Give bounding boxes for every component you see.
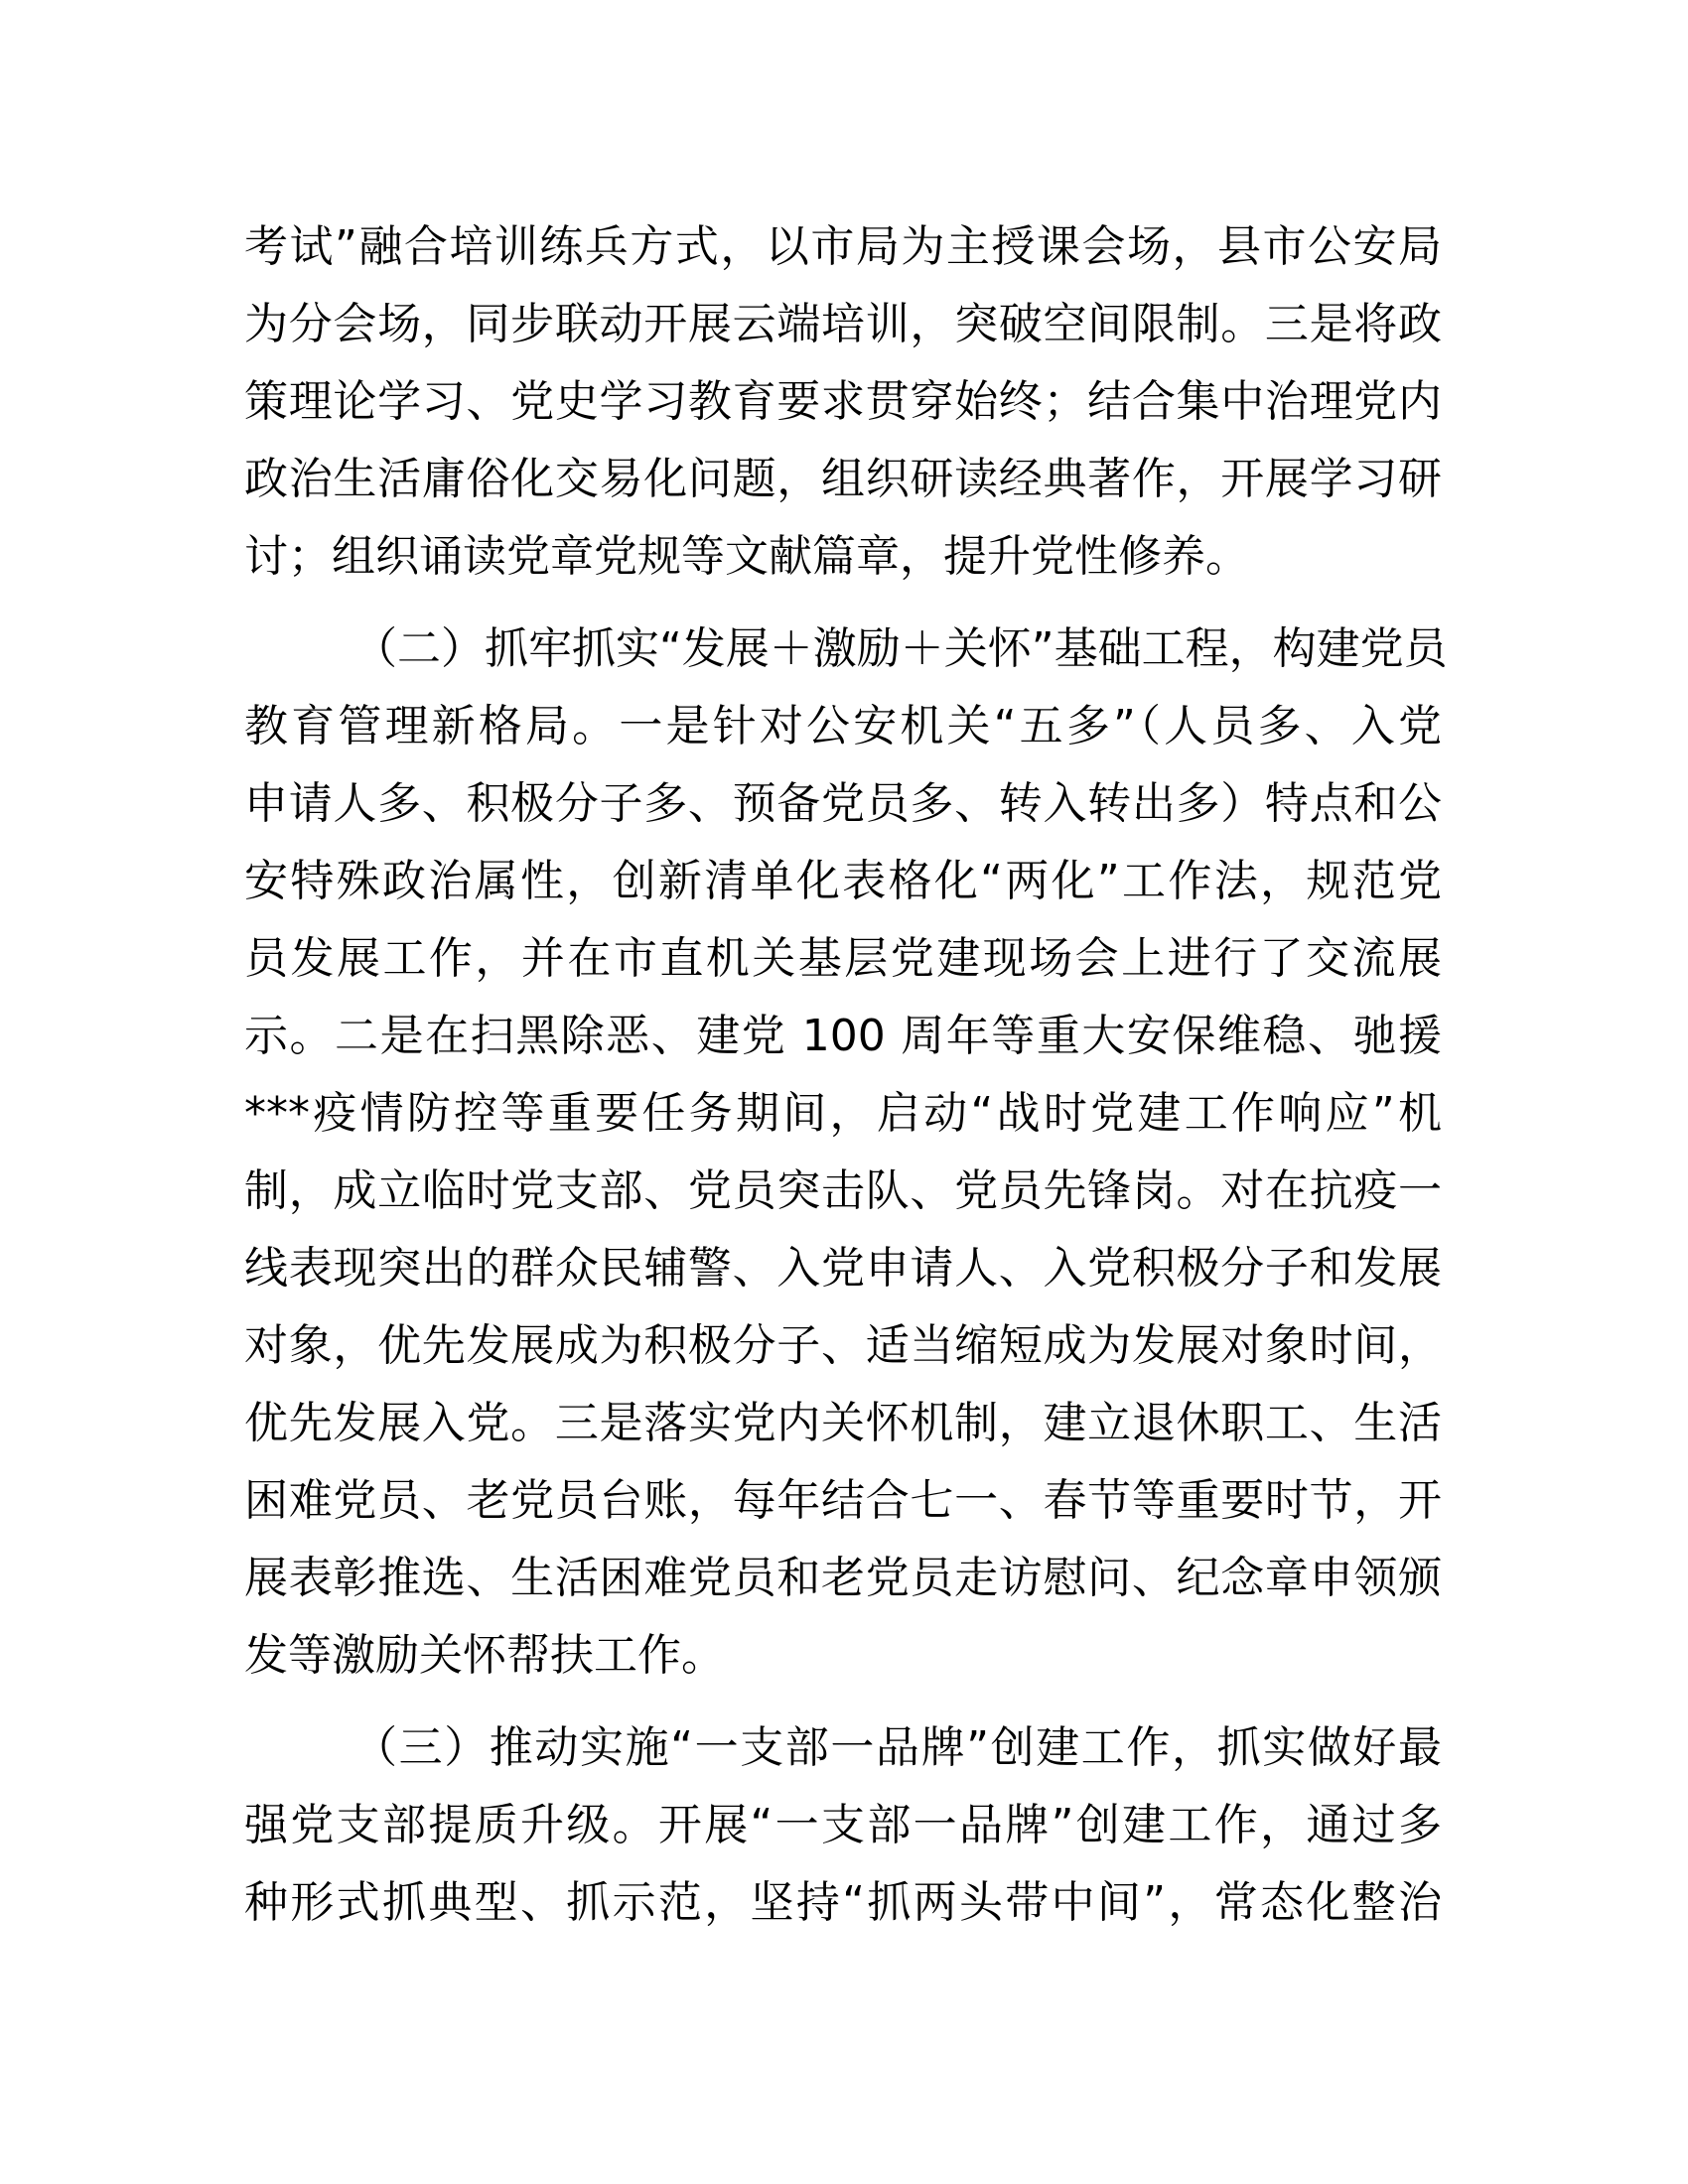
text-line: 强党支部提质升级。开展“一支部一品牌”创建工作，通过多 — [244, 1800, 1442, 1850]
text-line: 为分会场，同步联动开展云端培训，突破空间限制。三是将政 — [244, 299, 1442, 349]
paragraph-spacer — [244, 596, 1442, 611]
paragraph-1 — [244, 208, 1442, 596]
text-line: 考试”融合培训练兵方式，以市局为主授课会场，县市公安局 — [244, 221, 1442, 272]
text-line: 策理论学习、党史学习教育要求贯穿始终；结合集中治理党内 — [244, 376, 1442, 427]
text-line: 展表彰推选、生活困难党员和老党员走访慰问、纪念章申领颁 — [244, 1553, 1442, 1603]
text-line: ***疫情防控等重要任务期间，启动“战时党建工作响应”机 — [244, 1088, 1442, 1139]
text-line: 政治生活庸俗化交易化问题，组织研读经典著作，开展学习研 — [244, 454, 1442, 504]
text-line: 教育管理新格局。一是针对公安机关“五多”（人员多、入党 — [244, 701, 1442, 751]
text-line: 优先发展入党。三是落实党内关怀机制，建立退休职工、生活 — [244, 1398, 1442, 1448]
text-line: 困难党员、老党员台账，每年结合七一、春节等重要时节，开 — [244, 1475, 1442, 1526]
text-line: 示。二是在扫黑除恶、建党 100 周年等重大安保维稳、驰援 — [244, 1011, 1442, 1061]
text-line: 讨；组织诵读党章党规等文献篇章，提升党性修养。 — [244, 531, 1249, 582]
document-body — [244, 208, 1448, 1942]
section-heading-line: （三）推动实施“一支部一品牌”创建工作，抓实做好最 — [353, 1722, 1442, 1773]
text-line: 制，成立临时党支部、党员突击队、党员先锋岗。对在抗疫一 — [244, 1165, 1442, 1216]
text-line: 安特殊政治属性，创新清单化表格化“两化”工作法，规范党 — [244, 856, 1442, 906]
text-line: 发等激励关怀帮扶工作。 — [244, 1630, 725, 1681]
text-line: 员发展工作，并在市直机关基层党建现场会上进行了交流展 — [244, 933, 1442, 984]
section-heading-line: （二）抓牢抓实“发展＋激励＋关怀”基础工程，构建党员 — [353, 623, 1448, 674]
text-line: 申请人多、积极分子多、预备党员多、转入转出多）特点和公 — [244, 778, 1442, 829]
paragraph-spacer — [244, 1695, 1442, 1709]
text-line: 对象，优先发展成为积极分子、适当缩短成为发展对象时间， — [244, 1320, 1442, 1371]
paragraph-2 — [244, 611, 1448, 1695]
paragraph-3 — [244, 1709, 1442, 1942]
text-line: 种形式抓典型、抓示范，坚持“抓两头带中间”，常态化整治 — [244, 1877, 1442, 1928]
text-line: 线表现突出的群众民辅警、入党申请人、入党积极分子和发展 — [244, 1243, 1442, 1294]
